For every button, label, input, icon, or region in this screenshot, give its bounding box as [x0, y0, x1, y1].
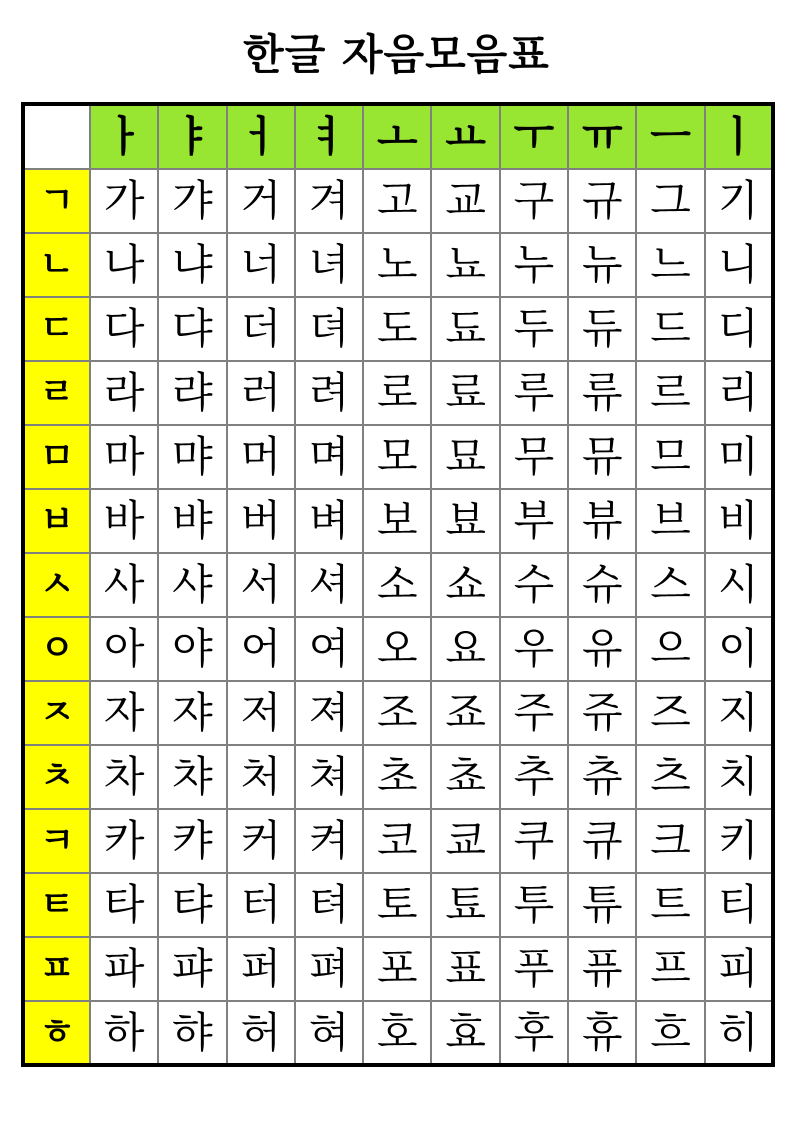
syllable-cell: 펴	[295, 937, 363, 1001]
syllable-cell: 됴	[431, 297, 499, 361]
syllable-cell: 누	[500, 233, 568, 297]
syllable-cell: 아	[90, 617, 158, 681]
syllable-cell: 뉴	[568, 233, 636, 297]
syllable-cell: 보	[363, 489, 431, 553]
syllable-cell: 튜	[568, 873, 636, 937]
syllable-cell: 하	[90, 1001, 158, 1065]
syllable-cell: 뮤	[568, 425, 636, 489]
consonant-header-cell: ㅇ	[23, 617, 90, 681]
syllable-cell: 리	[705, 361, 773, 425]
syllable-cell: 오	[363, 617, 431, 681]
consonant-header-cell: ㅅ	[23, 553, 90, 617]
syllable-cell: 로	[363, 361, 431, 425]
vowel-header-cell: ㅣ	[705, 104, 773, 169]
syllable-cell: 셔	[295, 553, 363, 617]
syllable-cell: 크	[636, 809, 704, 873]
syllable-cell: 져	[295, 681, 363, 745]
syllable-cell: 미	[705, 425, 773, 489]
syllable-cell: 캬	[158, 809, 226, 873]
syllable-cell: 즈	[636, 681, 704, 745]
syllable-cell: 토	[363, 873, 431, 937]
syllable-cell: 슈	[568, 553, 636, 617]
syllable-cell: 료	[431, 361, 499, 425]
syllable-cell: 챠	[158, 745, 226, 809]
table-row	[23, 937, 773, 1001]
vowel-header-cell: ㅛ	[431, 104, 499, 169]
syllable-cell: 야	[158, 617, 226, 681]
syllable-cell: 사	[90, 553, 158, 617]
syllable-cell: 텨	[295, 873, 363, 937]
syllable-cell: 소	[363, 553, 431, 617]
table-row	[23, 809, 773, 873]
syllable-cell: 므	[636, 425, 704, 489]
syllable-cell: 피	[705, 937, 773, 1001]
syllable-cell: 가	[90, 169, 158, 233]
syllable-cell: 뱌	[158, 489, 226, 553]
syllable-table-body	[23, 169, 773, 1065]
syllable-cell: 수	[500, 553, 568, 617]
table-row	[23, 1001, 773, 1065]
syllable-cell: 갸	[158, 169, 226, 233]
syllable-cell: 바	[90, 489, 158, 553]
syllable-cell: 초	[363, 745, 431, 809]
syllable-cell: 기	[705, 169, 773, 233]
syllable-cell: 추	[500, 745, 568, 809]
syllable-cell: 뵤	[431, 489, 499, 553]
syllable-cell: 노	[363, 233, 431, 297]
syllable-cell: 코	[363, 809, 431, 873]
syllable-cell: 너	[227, 233, 295, 297]
syllable-cell: 묘	[431, 425, 499, 489]
vowel-header-row	[23, 104, 773, 169]
syllable-cell: 르	[636, 361, 704, 425]
syllable-cell: 부	[500, 489, 568, 553]
syllable-cell: 어	[227, 617, 295, 681]
syllable-cell: 타	[90, 873, 158, 937]
table-row	[23, 617, 773, 681]
syllable-cell: 벼	[295, 489, 363, 553]
syllable-cell: 며	[295, 425, 363, 489]
syllable-cell: 표	[431, 937, 499, 1001]
syllable-cell: 주	[500, 681, 568, 745]
syllable-cell: 호	[363, 1001, 431, 1065]
syllable-cell: 나	[90, 233, 158, 297]
syllable-cell: 켜	[295, 809, 363, 873]
syllable-cell: 랴	[158, 361, 226, 425]
syllable-cell: 냐	[158, 233, 226, 297]
syllable-cell: 트	[636, 873, 704, 937]
syllable-cell: 듀	[568, 297, 636, 361]
consonant-header-cell: ㄷ	[23, 297, 90, 361]
syllable-cell: 저	[227, 681, 295, 745]
syllable-cell: 구	[500, 169, 568, 233]
syllable-cell: 티	[705, 873, 773, 937]
vowel-header-cell: ㅕ	[295, 104, 363, 169]
syllable-cell: 쟈	[158, 681, 226, 745]
page-title: 한글 자음모음표	[243, 30, 550, 79]
syllable-cell: 차	[90, 745, 158, 809]
syllable-cell: 후	[500, 1001, 568, 1065]
syllable-cell: 햐	[158, 1001, 226, 1065]
vowel-header-cell: ㅡ	[636, 104, 704, 169]
table-row	[23, 681, 773, 745]
consonant-header-cell: ㅋ	[23, 809, 90, 873]
syllable-cell: 서	[227, 553, 295, 617]
table-row	[23, 169, 773, 233]
syllable-cell: 우	[500, 617, 568, 681]
table-row	[23, 233, 773, 297]
syllable-cell: 쥬	[568, 681, 636, 745]
syllable-cell: 으	[636, 617, 704, 681]
syllable-cell: 자	[90, 681, 158, 745]
syllable-cell: 도	[363, 297, 431, 361]
syllable-cell: 흐	[636, 1001, 704, 1065]
syllable-cell: 투	[500, 873, 568, 937]
syllable-cell: 이	[705, 617, 773, 681]
syllable-cell: 뷰	[568, 489, 636, 553]
syllable-cell: 탸	[158, 873, 226, 937]
vowel-header-cell: ㅜ	[500, 104, 568, 169]
syllable-cell: 고	[363, 169, 431, 233]
syllable-cell: 여	[295, 617, 363, 681]
syllable-cell: 시	[705, 553, 773, 617]
syllable-cell: 마	[90, 425, 158, 489]
syllable-cell: 겨	[295, 169, 363, 233]
table-row	[23, 553, 773, 617]
table-row	[23, 297, 773, 361]
syllable-cell: 디	[705, 297, 773, 361]
syllable-cell: 히	[705, 1001, 773, 1065]
syllable-cell: 쵸	[431, 745, 499, 809]
syllable-cell: 스	[636, 553, 704, 617]
syllable-cell: 샤	[158, 553, 226, 617]
syllable-cell: 유	[568, 617, 636, 681]
consonant-header-cell: ㄹ	[23, 361, 90, 425]
syllable-cell: 드	[636, 297, 704, 361]
syllable-cell: 거	[227, 169, 295, 233]
syllable-cell: 키	[705, 809, 773, 873]
hangul-syllable-table	[21, 102, 775, 1067]
syllable-cell: 무	[500, 425, 568, 489]
syllable-cell: 지	[705, 681, 773, 745]
syllable-cell: 모	[363, 425, 431, 489]
vowel-header-cell: ㅗ	[363, 104, 431, 169]
syllable-cell: 녀	[295, 233, 363, 297]
syllable-cell: 느	[636, 233, 704, 297]
syllable-cell: 뇨	[431, 233, 499, 297]
syllable-cell: 라	[90, 361, 158, 425]
table-row	[23, 745, 773, 809]
syllable-cell: 쳐	[295, 745, 363, 809]
syllable-cell: 그	[636, 169, 704, 233]
syllable-cell: 츠	[636, 745, 704, 809]
syllable-cell: 프	[636, 937, 704, 1001]
syllable-cell: 쿠	[500, 809, 568, 873]
syllable-cell: 두	[500, 297, 568, 361]
consonant-header-cell: ㅎ	[23, 1001, 90, 1065]
consonant-header-cell: ㄴ	[23, 233, 90, 297]
consonant-header-cell: ㅂ	[23, 489, 90, 553]
table-row	[23, 361, 773, 425]
syllable-cell: 포	[363, 937, 431, 1001]
syllable-cell: 댜	[158, 297, 226, 361]
syllable-cell: 니	[705, 233, 773, 297]
syllable-cell: 커	[227, 809, 295, 873]
syllable-cell: 쿄	[431, 809, 499, 873]
vowel-header-cell: ㅏ	[90, 104, 158, 169]
syllable-cell: 치	[705, 745, 773, 809]
vowel-header-cell: ㅠ	[568, 104, 636, 169]
syllable-cell: 츄	[568, 745, 636, 809]
syllable-cell: 푸	[500, 937, 568, 1001]
syllable-cell: 머	[227, 425, 295, 489]
syllable-cell: 교	[431, 169, 499, 233]
syllable-cell: 퓨	[568, 937, 636, 1001]
syllable-cell: 비	[705, 489, 773, 553]
syllable-cell: 터	[227, 873, 295, 937]
syllable-cell: 다	[90, 297, 158, 361]
syllable-cell: 툐	[431, 873, 499, 937]
consonant-header-cell: ㅊ	[23, 745, 90, 809]
syllable-cell: 더	[227, 297, 295, 361]
syllable-cell: 려	[295, 361, 363, 425]
table-row	[23, 489, 773, 553]
syllable-cell: 처	[227, 745, 295, 809]
syllable-cell: 퍼	[227, 937, 295, 1001]
consonant-header-cell: ㅁ	[23, 425, 90, 489]
syllable-cell: 요	[431, 617, 499, 681]
syllable-cell: 퍄	[158, 937, 226, 1001]
syllable-cell: 루	[500, 361, 568, 425]
consonant-header-cell: ㅌ	[23, 873, 90, 937]
syllable-cell: 쇼	[431, 553, 499, 617]
syllable-cell: 러	[227, 361, 295, 425]
vowel-header-cell: ㅓ	[227, 104, 295, 169]
vowel-header-cell: ㅑ	[158, 104, 226, 169]
table-row	[23, 425, 773, 489]
table-header-row	[23, 104, 773, 169]
syllable-cell: 효	[431, 1001, 499, 1065]
syllable-cell: 규	[568, 169, 636, 233]
consonant-header-cell: ㄱ	[23, 169, 90, 233]
syllable-cell: 혀	[295, 1001, 363, 1065]
corner-cell	[23, 104, 90, 169]
syllable-cell: 먀	[158, 425, 226, 489]
syllable-cell: 카	[90, 809, 158, 873]
syllable-cell: 휴	[568, 1001, 636, 1065]
syllable-cell: 브	[636, 489, 704, 553]
syllable-cell: 뎌	[295, 297, 363, 361]
syllable-cell: 조	[363, 681, 431, 745]
table-row	[23, 873, 773, 937]
syllable-cell: 파	[90, 937, 158, 1001]
consonant-header-cell: ㅍ	[23, 937, 90, 1001]
syllable-cell: 큐	[568, 809, 636, 873]
syllable-cell: 허	[227, 1001, 295, 1065]
syllable-cell: 죠	[431, 681, 499, 745]
syllable-cell: 류	[568, 361, 636, 425]
syllable-cell: 버	[227, 489, 295, 553]
consonant-header-cell: ㅈ	[23, 681, 90, 745]
